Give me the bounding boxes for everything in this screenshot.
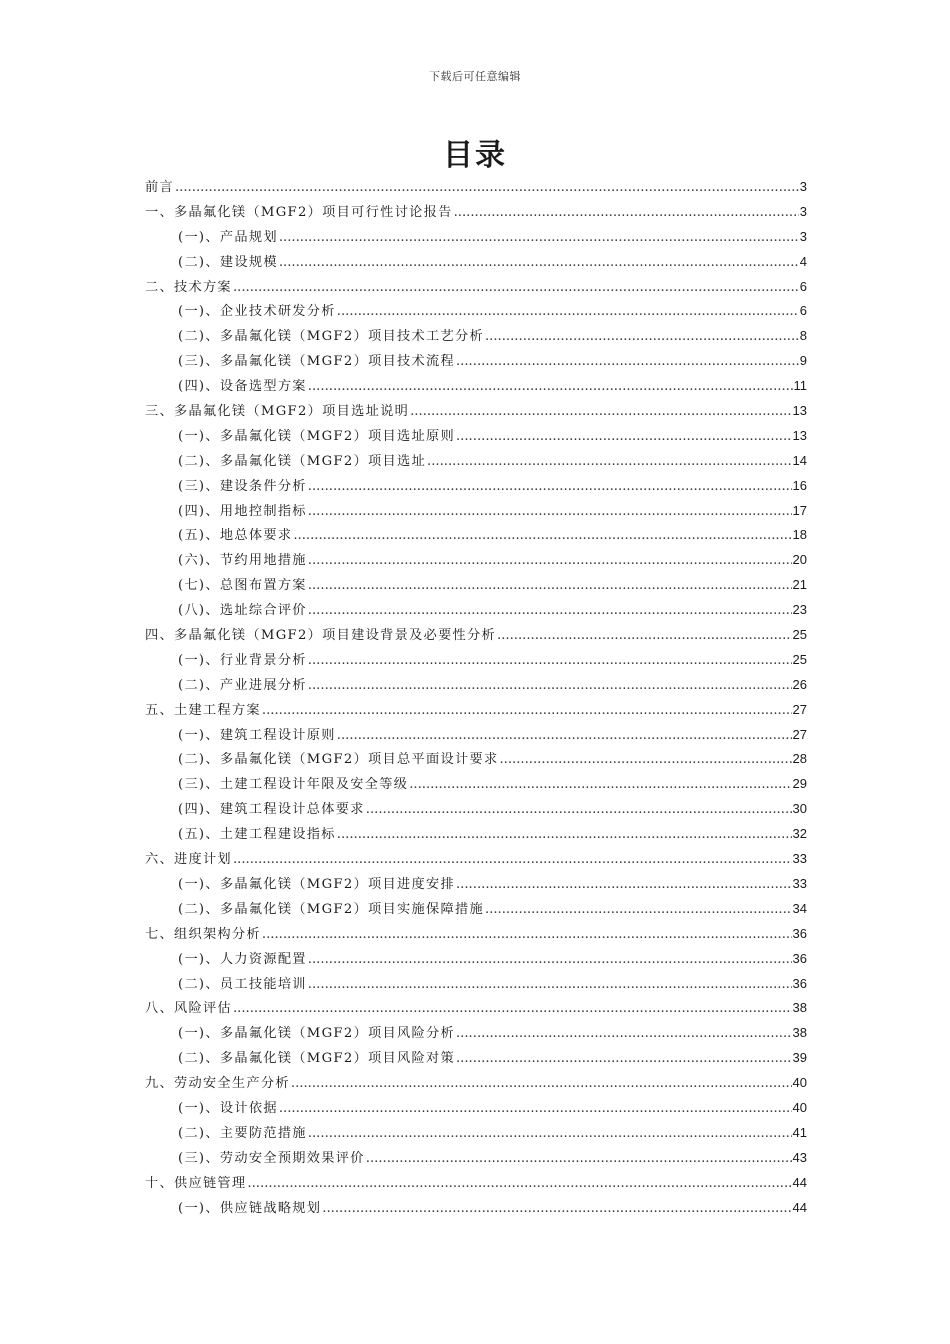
- toc-entry-label: 五、土建工程方案: [145, 702, 261, 718]
- toc-entry-page: 16: [792, 477, 807, 493]
- toc-entry-label: 十、供应链管理: [145, 1175, 247, 1191]
- toc-entry-label: (三)、土建工程设计年限及安全等级: [178, 777, 409, 793]
- toc-entry-page: 4: [799, 253, 807, 269]
- toc-entry-page: 43: [792, 1149, 807, 1165]
- toc-entry-page: 25: [792, 627, 807, 643]
- toc-entry-label: (二)、多晶氟化镁（MGF2）项目技术工艺分析: [178, 329, 484, 345]
- header-note: 下载后可任意编辑: [429, 70, 521, 83]
- toc-entry[interactable]: [145, 623, 807, 648]
- toc-entry-page: 38: [792, 1025, 807, 1041]
- toc-leader-dots: [175, 176, 799, 201]
- toc-entry[interactable]: [145, 1171, 807, 1196]
- toc-entry[interactable]: [145, 996, 807, 1021]
- toc-subentry[interactable]: [145, 598, 807, 623]
- toc-leader-dots: [308, 549, 792, 574]
- toc-entry[interactable]: [145, 275, 807, 300]
- toc-entry-page: 40: [792, 1075, 807, 1091]
- toc-subentry[interactable]: [145, 1146, 807, 1171]
- toc-leader-dots: [322, 1197, 791, 1222]
- toc-entry-page: 3: [799, 179, 807, 194]
- toc-entry-page: 44: [792, 1174, 807, 1190]
- toc-leader-dots: [456, 425, 792, 450]
- toc-entry-label: (一)、多晶氟化镁（MGF2）项目进度安排: [178, 876, 455, 892]
- toc-subentry[interactable]: [145, 648, 807, 673]
- toc-entry-page: 33: [792, 875, 807, 891]
- toc-leader-dots: [454, 201, 799, 226]
- toc-entry-label: 二、技术方案: [145, 279, 232, 295]
- toc-entry-label: 三、多晶氟化镁（MGF2）项目选址说明: [145, 404, 410, 420]
- toc-entry-page: 38: [792, 1000, 807, 1016]
- toc-entry-label: (五)、地总体要求: [178, 528, 293, 544]
- toc-entry-label: (六)、节约用地措施: [178, 553, 307, 569]
- toc-subentry[interactable]: [145, 349, 807, 374]
- toc-leader-dots: [233, 997, 792, 1022]
- toc-entry-label: (一)、人力资源配置: [178, 951, 307, 967]
- toc-subentry[interactable]: [145, 1121, 807, 1146]
- toc-subentry[interactable]: [145, 299, 807, 324]
- toc-entry-label: (一)、行业背景分析: [178, 652, 307, 668]
- toc-entry-label: 前言: [145, 180, 174, 195]
- toc-leader-dots: [366, 1147, 792, 1172]
- toc-entry-label: (七)、总图布置方案: [178, 578, 307, 594]
- toc-entry-page: 27: [792, 701, 807, 717]
- toc-subentry[interactable]: [145, 897, 807, 922]
- toc-subentry[interactable]: [145, 449, 807, 474]
- toc-entry-page: 13: [792, 427, 807, 443]
- toc-entry-label: (一)、产品规划: [178, 229, 278, 245]
- toc-subentry[interactable]: [145, 499, 807, 524]
- toc-subentry[interactable]: [145, 573, 807, 598]
- toc-subentry[interactable]: [145, 548, 807, 573]
- toc-leader-dots: [485, 325, 799, 350]
- toc-entry-page: 40: [792, 1099, 807, 1115]
- toc-leader-dots: [366, 798, 792, 823]
- toc-subentry[interactable]: [145, 797, 807, 822]
- toc-entry-label: (一)、企业技术研发分析: [178, 304, 336, 320]
- toc-subentry[interactable]: [145, 972, 807, 997]
- toc-subentry[interactable]: [145, 225, 807, 250]
- toc-entry[interactable]: [145, 698, 807, 723]
- toc-leader-dots: [308, 500, 792, 525]
- toc-subentry[interactable]: [145, 872, 807, 897]
- toc-entry-page: 30: [792, 801, 807, 817]
- toc-subentry[interactable]: [145, 523, 807, 548]
- toc-leader-dots: [308, 973, 792, 998]
- toc-entry-page: 20: [792, 552, 807, 568]
- toc-entry-label: 六、进度计划: [145, 852, 232, 868]
- toc-entry-label: (一)、供应链战略规划: [178, 1200, 322, 1216]
- toc-entry-label: (三)、劳动安全预期效果评价: [178, 1150, 365, 1166]
- toc-leader-dots: [308, 375, 793, 400]
- toc-entry-label: 四、多晶氟化镁（MGF2）项目建设背景及必要性分析: [145, 628, 497, 644]
- toc-entry-label: (四)、建筑工程设计总体要求: [178, 802, 365, 818]
- toc-leader-dots: [308, 948, 792, 973]
- toc-subentry[interactable]: [145, 424, 807, 449]
- toc-subentry[interactable]: [145, 772, 807, 797]
- toc-entry[interactable]: [145, 175, 807, 200]
- toc-entry-label: (四)、设备选型方案: [178, 379, 307, 395]
- toc-leader-dots: [308, 674, 792, 699]
- toc-subentry[interactable]: [145, 324, 807, 349]
- toc-entry-page: 8: [799, 328, 807, 344]
- toc-entry-page: 26: [792, 676, 807, 692]
- toc-entry-page: 29: [792, 776, 807, 792]
- toc-entry-label: (三)、建设条件分析: [178, 478, 307, 494]
- toc-entry-label: 八、风险评估: [145, 1001, 232, 1017]
- toc-subentry[interactable]: [145, 1096, 807, 1121]
- toc-entry-page: 34: [792, 900, 807, 916]
- toc-entry-page: 21: [792, 577, 807, 593]
- toc-entry-page: 6: [799, 303, 807, 319]
- toc-leader-dots: [308, 649, 792, 674]
- toc-subentry[interactable]: [145, 1046, 807, 1071]
- toc-entry-label: 一、多晶氟化镁（MGF2）项目可行性讨论报告: [145, 204, 453, 220]
- toc-leader-dots: [456, 873, 792, 898]
- toc-leader-dots: [262, 923, 792, 948]
- toc-entry-label: (二)、多晶氟化镁（MGF2）项目风险对策: [178, 1051, 455, 1067]
- toc-entry[interactable]: [145, 922, 807, 947]
- toc-leader-dots: [456, 1022, 792, 1047]
- toc-entry-page: 44: [792, 1199, 807, 1215]
- toc-leader-dots: [293, 524, 791, 549]
- toc-subentry[interactable]: [145, 723, 807, 748]
- toc-entry-label: (二)、主要防范措施: [178, 1125, 307, 1141]
- toc-leader-dots: [233, 848, 792, 873]
- toc-leader-dots: [409, 773, 791, 798]
- toc-subentry[interactable]: [145, 947, 807, 972]
- toc-subentry[interactable]: [145, 747, 807, 772]
- toc-entry-page: 28: [792, 751, 807, 767]
- toc-entry-page: 17: [792, 502, 807, 518]
- toc-leader-dots: [456, 350, 799, 375]
- toc-entry-page: 14: [792, 452, 807, 468]
- toc-entry-label: (三)、多晶氟化镁（MGF2）项目技术流程: [178, 354, 455, 370]
- toc-entry-label: (二)、建设规模: [178, 254, 278, 270]
- toc-entry[interactable]: [145, 1071, 807, 1096]
- toc-entry-page: 32: [792, 826, 807, 842]
- toc-leader-dots: [308, 1122, 792, 1147]
- toc-title: 目录: [443, 138, 507, 173]
- toc-entry-page: 36: [792, 975, 807, 991]
- toc-entry[interactable]: [145, 847, 807, 872]
- toc-entry-page: 9: [799, 353, 807, 369]
- toc-entry-label: (二)、多晶氟化镁（MGF2）项目选址: [178, 453, 427, 469]
- toc-leader-dots: [427, 450, 792, 475]
- toc-leader-dots: [337, 823, 792, 848]
- toc-entry-page: 3: [799, 203, 807, 219]
- toc-entry-label: (八)、选址综合评价: [178, 603, 307, 619]
- toc-entry-page: 13: [792, 403, 807, 419]
- toc-leader-dots: [456, 1047, 792, 1072]
- toc-subentry[interactable]: [145, 474, 807, 499]
- toc-entry-label: (五)、土建工程建设指标: [178, 827, 336, 843]
- toc-leader-dots: [279, 226, 799, 251]
- toc-leader-dots: [308, 574, 792, 599]
- toc-entry-page: 39: [792, 1050, 807, 1066]
- toc-leader-dots: [279, 251, 799, 276]
- toc-entry-page: 6: [799, 278, 807, 294]
- toc-leader-dots: [262, 699, 792, 724]
- toc-leader-dots: [485, 898, 792, 923]
- toc-entry-label: (一)、多晶氟化镁（MGF2）项目选址原则: [178, 428, 455, 444]
- toc-entry-page: 3: [799, 228, 807, 244]
- toc-entry-page: 11: [793, 378, 807, 394]
- toc-list: [145, 175, 807, 1220]
- toc-subentry[interactable]: [145, 374, 807, 399]
- toc-entry-page: 27: [792, 726, 807, 742]
- toc-entry-label: 九、劳动安全生产分析: [145, 1076, 290, 1092]
- toc-leader-dots: [308, 599, 792, 624]
- toc-leader-dots: [497, 624, 792, 649]
- toc-entry-page: 25: [792, 651, 807, 667]
- toc-leader-dots: [247, 1172, 791, 1197]
- toc-leader-dots: [233, 276, 799, 301]
- toc-leader-dots: [499, 748, 791, 773]
- toc-subentry[interactable]: [145, 673, 807, 698]
- toc-entry-label: 七、组织架构分析: [145, 926, 261, 942]
- toc-entry-label: (一)、多晶氟化镁（MGF2）项目风险分析: [178, 1026, 455, 1042]
- toc-entry-page: 41: [792, 1124, 807, 1140]
- toc-leader-dots: [279, 1097, 792, 1122]
- toc-leader-dots: [308, 475, 792, 500]
- toc-entry[interactable]: [145, 399, 807, 424]
- toc-entry-label: (二)、多晶氟化镁（MGF2）项目总平面设计要求: [178, 752, 499, 768]
- toc-entry-page: 33: [792, 851, 807, 867]
- toc-entry-label: (二)、员工技能培训: [178, 976, 307, 992]
- toc-leader-dots: [337, 300, 799, 325]
- toc-subentry[interactable]: [145, 822, 807, 847]
- toc-subentry[interactable]: [145, 250, 807, 275]
- toc-entry-label: (二)、多晶氟化镁（MGF2）项目实施保障措施: [178, 901, 484, 917]
- toc-entry-page: 18: [792, 527, 807, 543]
- toc-entry-label: (一)、建筑工程设计原则: [178, 727, 336, 743]
- toc-entry[interactable]: [145, 200, 807, 225]
- toc-leader-dots: [291, 1072, 792, 1097]
- toc-entry-page: 36: [792, 925, 807, 941]
- toc-entry-label: (一)、设计依据: [178, 1100, 278, 1116]
- toc-entry-page: 36: [792, 950, 807, 966]
- toc-leader-dots: [337, 724, 792, 749]
- toc-entry-page: 23: [792, 602, 807, 618]
- toc-subentry[interactable]: [145, 1196, 807, 1221]
- toc-entry-label: (四)、用地控制指标: [178, 503, 307, 519]
- toc-subentry[interactable]: [145, 1021, 807, 1046]
- toc-leader-dots: [410, 400, 791, 425]
- toc-entry-label: (二)、产业进展分析: [178, 677, 307, 693]
